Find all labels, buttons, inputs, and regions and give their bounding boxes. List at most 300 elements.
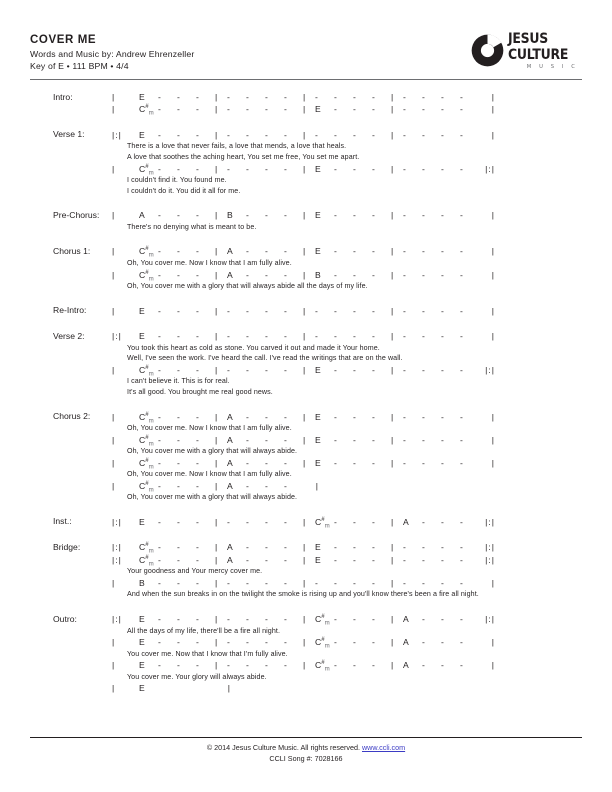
beat-sustain: - xyxy=(284,577,287,588)
barline: | xyxy=(303,614,306,625)
section-rows xyxy=(112,411,582,503)
chord-root: A xyxy=(403,660,409,671)
beat-sustain: - xyxy=(158,331,161,342)
chord-root: C xyxy=(315,660,322,671)
chord-line xyxy=(112,129,582,141)
barline: | xyxy=(391,554,394,565)
chord-quality: m xyxy=(324,642,330,650)
chord-root: A xyxy=(227,434,233,445)
measure xyxy=(215,305,303,317)
measure xyxy=(215,245,303,257)
beat-sustain: - xyxy=(441,516,444,527)
chord-symbol xyxy=(139,516,158,528)
repeat-start-sign: |:| xyxy=(112,129,122,140)
beat-sustain: - xyxy=(246,104,249,115)
measure xyxy=(391,364,479,376)
chord-line xyxy=(112,245,582,260)
barline: | xyxy=(303,210,306,221)
beat-sustain: - xyxy=(334,331,337,342)
beat-sustain: - xyxy=(177,480,180,491)
barline: | xyxy=(215,434,218,445)
beat-sustain: - xyxy=(422,246,425,257)
measure xyxy=(303,659,391,671)
barline: | xyxy=(215,516,218,527)
lyric-line: I couldn't find it. You found me. xyxy=(127,176,227,185)
chord-accidental: # xyxy=(321,636,325,644)
measure xyxy=(215,541,303,553)
measure xyxy=(303,103,391,115)
barline: | xyxy=(391,434,394,445)
beat-sustain: - xyxy=(196,577,199,588)
measure xyxy=(391,91,479,103)
section-rows xyxy=(112,330,582,397)
chord-accidental: # xyxy=(145,410,149,418)
chord-quality: m xyxy=(148,169,154,177)
measure xyxy=(391,129,479,141)
section-rows xyxy=(112,129,582,196)
chord-line xyxy=(112,480,582,492)
beat-sustain: - xyxy=(246,331,249,342)
barline: | xyxy=(303,457,306,468)
beat-sustain: - xyxy=(441,305,444,316)
beat-sustain: - xyxy=(246,457,249,468)
chord-quality: m xyxy=(324,522,330,530)
chord-symbol xyxy=(139,269,158,281)
measure xyxy=(391,457,479,469)
beat-sustain: - xyxy=(441,210,444,221)
measure-group xyxy=(127,91,479,103)
beat-sustain: - xyxy=(372,92,375,102)
chord-root: C xyxy=(139,411,146,422)
lyric-line: A love that soothes the aching heart, You set me free, You set me apart. xyxy=(127,153,360,161)
chord-symbol xyxy=(139,613,158,625)
beat-sustain: - xyxy=(158,163,161,174)
barline: | xyxy=(303,516,306,527)
beat-sustain: - xyxy=(177,434,180,445)
barline: | xyxy=(391,614,394,625)
barline: | xyxy=(391,542,394,553)
beat-sustain: - xyxy=(158,92,161,102)
beat-sustain: - xyxy=(246,516,249,527)
section-label: Verse 2: xyxy=(53,330,85,341)
beat-sustain: - xyxy=(265,246,268,257)
beat-sustain: - xyxy=(422,457,425,468)
measure xyxy=(127,269,215,281)
beat-sustain: - xyxy=(196,269,199,280)
beat-sustain: - xyxy=(353,614,356,625)
beat-sustain: - xyxy=(158,269,161,280)
chord-symbol xyxy=(139,480,158,492)
chord-line xyxy=(112,457,582,469)
beat-sustain: - xyxy=(284,660,287,671)
barline: | xyxy=(391,104,394,115)
beat-sustain: - xyxy=(403,411,406,422)
measure-group xyxy=(127,434,479,446)
barline: | xyxy=(112,305,116,316)
chord-symbol xyxy=(139,364,158,376)
chord-symbol xyxy=(403,636,422,648)
beat-sustain: - xyxy=(422,637,425,648)
chord-root: E xyxy=(139,683,145,694)
barline: | xyxy=(215,542,218,553)
barline: | xyxy=(215,210,218,221)
beat-sustain: - xyxy=(265,480,268,491)
chord-root: A xyxy=(227,542,233,553)
lyric-line: All the days of my life, there'll be a fire all night. xyxy=(127,626,281,635)
beat-sustain: - xyxy=(284,457,287,468)
barline: | xyxy=(215,104,218,115)
beat-sustain: - xyxy=(265,614,268,625)
song-key-tempo-meter: Key of E • 111 BPM • 4/4 xyxy=(30,61,129,71)
chord-symbol xyxy=(227,434,246,446)
chord-root: A xyxy=(139,210,145,221)
beat-sustain: - xyxy=(265,554,268,565)
measure xyxy=(303,305,391,317)
chord-accidental: # xyxy=(145,268,149,276)
beat-sustain: - xyxy=(227,516,230,527)
measure xyxy=(215,330,303,342)
beat-sustain: - xyxy=(227,614,230,625)
beat-sustain: - xyxy=(196,210,199,221)
barline: | xyxy=(112,411,116,422)
lyric-line: You cover me. Now that I know that I'm fully alive. xyxy=(127,649,288,658)
barline: | xyxy=(491,637,495,648)
chord-accidental: # xyxy=(145,162,149,170)
barline: | xyxy=(112,163,116,174)
beat-sustain: - xyxy=(460,104,463,115)
measure xyxy=(127,103,215,118)
chord-quality: m xyxy=(148,560,154,568)
section-rows xyxy=(112,613,582,695)
beat-sustain: - xyxy=(422,542,425,553)
beat-sustain: - xyxy=(158,305,161,316)
chord-root: E xyxy=(139,305,145,316)
beat-sustain: - xyxy=(403,210,406,221)
beat-sustain: - xyxy=(334,554,337,565)
chart-section xyxy=(30,613,582,695)
beat-sustain: - xyxy=(334,434,337,445)
chord-root: E xyxy=(315,457,321,468)
chord-line xyxy=(112,554,582,566)
measure-group xyxy=(127,411,479,423)
chord-quality: m xyxy=(148,486,154,494)
chart-section xyxy=(30,305,582,317)
beat-sustain: - xyxy=(441,163,444,174)
beat-sustain: - xyxy=(246,305,249,316)
beat-sustain: - xyxy=(422,516,425,527)
beat-sustain: - xyxy=(284,480,287,491)
beat-sustain: - xyxy=(353,434,356,445)
beat-sustain: - xyxy=(246,246,249,257)
chart-section xyxy=(30,209,582,232)
barline: | xyxy=(491,269,495,280)
beat-sustain: - xyxy=(422,269,425,280)
chord-symbol xyxy=(139,577,158,589)
repeat-end-sign: |:| xyxy=(485,542,495,553)
beat-sustain: - xyxy=(246,434,249,445)
beat-sustain: - xyxy=(372,210,375,221)
barline: | xyxy=(215,480,218,491)
measure xyxy=(391,613,479,625)
beat-sustain: - xyxy=(441,554,444,565)
barline: | xyxy=(215,660,218,671)
beat-sustain: - xyxy=(284,163,287,174)
beat-sustain: - xyxy=(265,163,268,174)
beat-sustain: - xyxy=(158,614,161,625)
beat-sustain: - xyxy=(353,364,356,375)
measure xyxy=(215,269,303,281)
chart-section xyxy=(30,91,582,116)
beat-sustain: - xyxy=(158,554,161,565)
lyric-line: Oh, You cover me with a glory that will always abide. xyxy=(127,493,298,502)
measure xyxy=(127,613,215,625)
measure xyxy=(127,480,215,492)
section-label: Chorus 2: xyxy=(53,411,91,422)
barline: | xyxy=(491,434,495,445)
beat-sustain: - xyxy=(177,210,180,221)
chord-root: E xyxy=(139,660,145,671)
chord-root: B xyxy=(139,577,145,588)
beat-sustain: - xyxy=(177,614,180,625)
measure xyxy=(215,516,303,528)
beat-sustain: - xyxy=(158,660,161,671)
beat-sustain: - xyxy=(441,577,444,588)
chord-root: C xyxy=(315,637,322,648)
measure xyxy=(215,457,303,469)
beat-sustain: - xyxy=(353,516,356,527)
chord-symbol xyxy=(227,269,246,281)
measure xyxy=(215,209,303,221)
chord-line xyxy=(112,330,582,342)
beat-sustain: - xyxy=(372,660,375,671)
beat-sustain: - xyxy=(334,614,337,625)
beat-sustain: - xyxy=(334,129,337,140)
beat-sustain: - xyxy=(265,331,268,342)
beat-sustain: - xyxy=(422,577,425,588)
barline: | xyxy=(215,269,218,280)
beat-sustain: - xyxy=(353,554,356,565)
chord-line xyxy=(112,682,582,694)
beat-sustain: - xyxy=(265,457,268,468)
repeat-start-sign: |:| xyxy=(112,554,122,565)
barline: | xyxy=(303,269,306,280)
beat-sustain: - xyxy=(441,129,444,140)
beat-sustain: - xyxy=(284,434,287,445)
beat-sustain: - xyxy=(460,246,463,257)
chord-symbol xyxy=(139,129,158,141)
beat-sustain: - xyxy=(265,542,268,553)
chord-accidental: # xyxy=(145,245,149,253)
beat-sustain: - xyxy=(372,246,375,257)
chord-root: C xyxy=(139,163,146,174)
beat-sustain: - xyxy=(460,434,463,445)
chord-accidental: # xyxy=(321,613,325,621)
chord-chart-body xyxy=(30,91,582,695)
lyric-line: Well, I've seen the work. I've heard the call. I've read the writings that are on the wall. xyxy=(127,354,403,363)
beat-sustain: - xyxy=(196,92,199,102)
beat-sustain: - xyxy=(177,305,180,316)
lyric-line: There's no denying what is meant to be. xyxy=(127,222,257,231)
barline: | xyxy=(491,660,495,671)
chord-line xyxy=(112,364,582,376)
chord-root: C xyxy=(139,554,146,565)
measure xyxy=(215,163,303,175)
chord-symbol xyxy=(227,245,246,257)
barline: | xyxy=(391,246,394,257)
section-rows xyxy=(112,305,582,317)
beat-sustain: - xyxy=(372,577,375,588)
barline: | xyxy=(491,577,495,588)
copyright-line xyxy=(30,742,582,753)
beat-sustain: - xyxy=(177,457,180,468)
lyric-line: And when the sun breaks in on the twilight the smoke is rising up and you'll know there's been a fire all night. xyxy=(127,590,479,599)
chord-quality: m xyxy=(148,463,154,471)
chord-symbol xyxy=(315,103,334,115)
chord-line xyxy=(112,411,582,423)
chord-symbol xyxy=(139,103,158,118)
header-divider xyxy=(30,79,582,80)
measure xyxy=(215,411,303,423)
beat-sustain: - xyxy=(246,269,249,280)
chord-root: A xyxy=(403,516,409,527)
beat-sustain: - xyxy=(441,660,444,671)
measure xyxy=(215,577,303,589)
barline: | xyxy=(303,577,306,588)
beat-sustain: - xyxy=(334,637,337,648)
barline: | xyxy=(391,331,394,342)
chord-root: E xyxy=(315,163,321,174)
beat-sustain: - xyxy=(177,246,180,257)
beat-sustain: - xyxy=(460,92,463,102)
chord-symbol xyxy=(227,554,246,566)
chord-symbol xyxy=(139,659,158,671)
beat-sustain: - xyxy=(334,163,337,174)
beat-sustain: - xyxy=(372,542,375,553)
beat-sustain: - xyxy=(334,660,337,671)
beat-sustain: - xyxy=(196,554,199,565)
barline: | xyxy=(391,457,394,468)
measure xyxy=(127,516,215,528)
beat-sustain: - xyxy=(158,480,161,491)
beat-sustain: - xyxy=(284,331,287,342)
barline: | xyxy=(215,554,218,565)
measure xyxy=(391,516,479,528)
barline: | xyxy=(112,457,116,468)
barline: | xyxy=(215,364,218,375)
ccli-link[interactable]: www.ccli.com xyxy=(361,742,406,752)
chord-root: E xyxy=(139,614,145,625)
chord-root: C xyxy=(315,614,322,625)
chord-root: E xyxy=(139,516,145,527)
measure xyxy=(127,364,215,376)
beat-sustain: - xyxy=(422,411,425,422)
beat-sustain: - xyxy=(422,92,425,102)
barline: | xyxy=(391,305,394,316)
beat-sustain: - xyxy=(284,614,287,625)
beat-sustain: - xyxy=(460,163,463,174)
beat-sustain: - xyxy=(403,129,406,140)
measure xyxy=(391,305,479,317)
beat-sustain: - xyxy=(353,577,356,588)
measure xyxy=(215,91,303,103)
chart-section xyxy=(30,129,582,196)
chord-symbol xyxy=(139,636,158,648)
measure xyxy=(127,554,215,566)
beat-sustain: - xyxy=(227,331,230,342)
repeat-end-sign: |:| xyxy=(485,614,495,625)
beat-sustain: - xyxy=(422,434,425,445)
beat-sustain: - xyxy=(265,637,268,648)
barline: | xyxy=(215,614,218,625)
measure xyxy=(303,245,391,257)
beat-sustain: - xyxy=(158,210,161,221)
chord-quality: m xyxy=(148,370,154,378)
measure xyxy=(215,554,303,566)
measure-group xyxy=(127,209,479,221)
beat-sustain: - xyxy=(196,411,199,422)
beat-sustain: - xyxy=(265,92,268,102)
barline: | xyxy=(391,516,394,527)
barline: | xyxy=(391,163,394,174)
measure xyxy=(215,480,303,492)
barline: | xyxy=(391,92,394,102)
beat-sustain: - xyxy=(196,457,199,468)
barline: | xyxy=(112,637,116,648)
barline: | xyxy=(391,210,394,221)
barline: | xyxy=(215,637,218,648)
beat-sustain: - xyxy=(353,331,356,342)
measure xyxy=(303,209,391,221)
beat-sustain: - xyxy=(372,129,375,140)
beat-sustain: - xyxy=(177,660,180,671)
chord-symbol xyxy=(315,245,334,257)
beat-sustain: - xyxy=(246,210,249,221)
beat-sustain: - xyxy=(246,577,249,588)
beat-sustain: - xyxy=(246,92,249,102)
chord-symbol xyxy=(403,659,422,671)
beat-sustain: - xyxy=(177,92,180,102)
barline: | xyxy=(303,542,306,553)
measure xyxy=(391,209,479,221)
beat-sustain: - xyxy=(284,364,287,375)
header-text-block xyxy=(30,30,194,71)
beat-sustain: - xyxy=(422,104,425,115)
measure xyxy=(127,129,215,141)
beat-sustain: - xyxy=(177,554,180,565)
measure xyxy=(303,554,391,566)
measure xyxy=(303,91,391,103)
beat-sustain: - xyxy=(372,269,375,280)
barline: | xyxy=(215,163,218,174)
beat-sustain: - xyxy=(265,305,268,316)
ccli-song-number: CCLI Song #: 7028166 xyxy=(269,753,343,763)
chord-symbol xyxy=(315,541,334,553)
chord-root: E xyxy=(315,210,321,221)
repeat-start-sign: |:| xyxy=(112,516,122,527)
beat-sustain: - xyxy=(403,434,406,445)
chord-quality: m xyxy=(148,440,154,448)
beat-sustain: - xyxy=(422,364,425,375)
chord-line xyxy=(112,541,582,556)
beat-sustain: - xyxy=(460,542,463,553)
jesus-culture-music-logo xyxy=(471,30,582,70)
beat-sustain: - xyxy=(177,364,180,375)
beat-sustain: - xyxy=(158,637,161,648)
footer-divider xyxy=(30,737,582,738)
beat-sustain: - xyxy=(460,331,463,342)
beat-sustain: - xyxy=(196,129,199,140)
beat-sustain: - xyxy=(334,577,337,588)
